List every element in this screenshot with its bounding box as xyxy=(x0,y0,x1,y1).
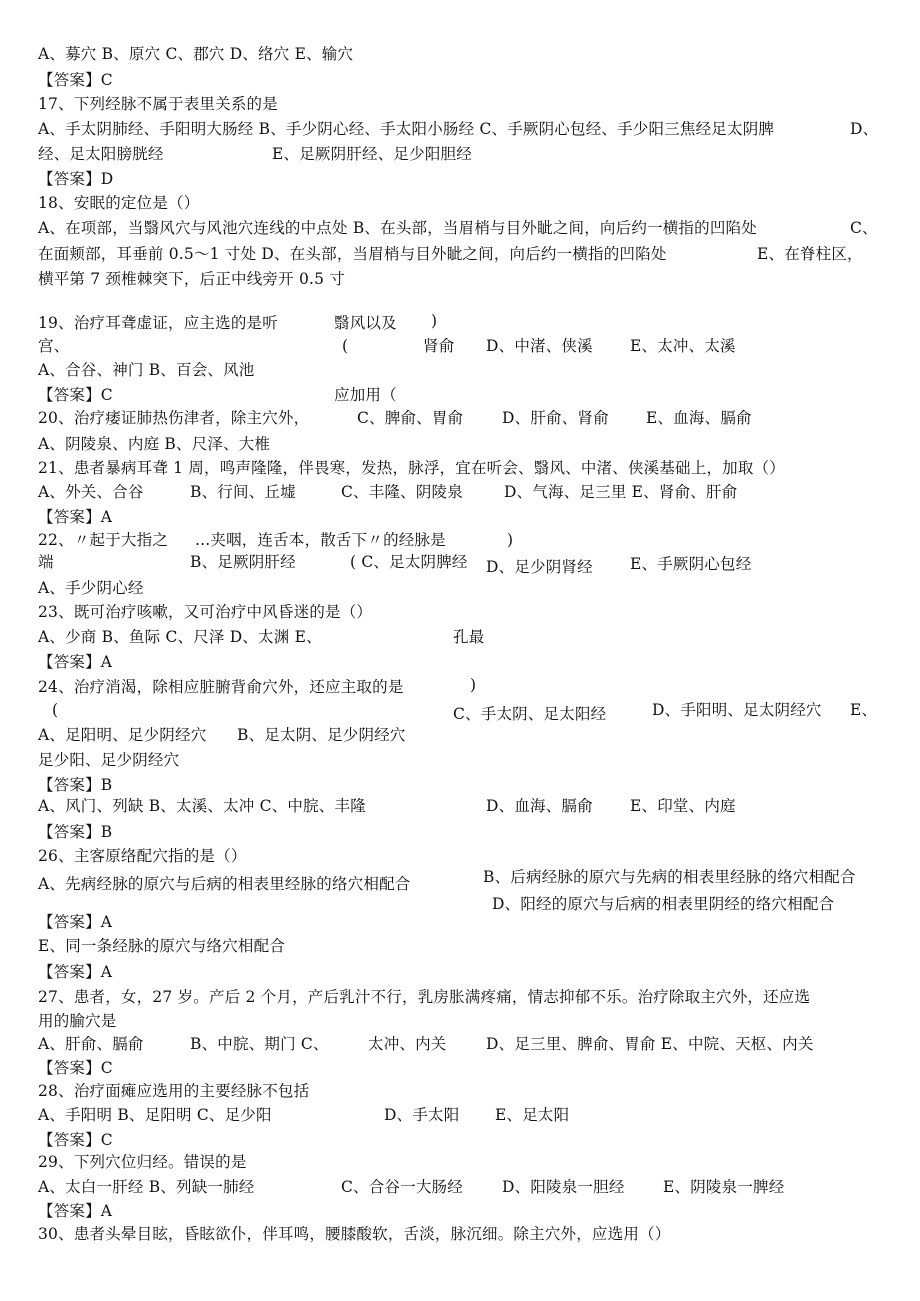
text-line: D、血海、膈俞 xyxy=(486,797,593,815)
text-line: A、在项部，当翳风穴与风池穴连线的中点处 B、在头部，当眉梢与目外眦之间，向后约一横指的凹陷处 xyxy=(38,219,757,237)
text-line: D、足少阴肾经 xyxy=(486,558,593,576)
text-line: A、太白一肝经 B、列缺一肺经 xyxy=(38,1178,255,1196)
question-line: 19、治疗耳聋虚证，应主选的是听 xyxy=(38,314,278,332)
text-line: B、中脘、期门 C、 xyxy=(190,1035,329,1053)
answer-line: 【答案】D xyxy=(38,170,114,188)
text-line: C、 xyxy=(850,219,878,237)
answer-line: 【答案】C xyxy=(38,71,113,89)
text-line: A、手少阴心经 xyxy=(38,579,144,597)
text-line: D、阳经的原穴与后病的相表里阴经的络穴相配合 xyxy=(492,895,835,913)
question-line: 30、患者头晕目眩，昏眩欲仆，伴耳鸣，腰膝酸软，舌淡，脉沉细。除主穴外，应选用（） xyxy=(38,1225,671,1243)
text-line: 宫、 xyxy=(38,337,70,355)
text-line: 太冲、内关 xyxy=(368,1035,447,1053)
question-line: 21、患者暴病耳聋 1 周，鸣声隆隆，伴畏寒，发热，脉浮，宜在听会、翳风、中渚、侠溪基础上，加取（） xyxy=(38,459,785,477)
text-line: B、后病经脉的原穴与先病的相表里经脉的络穴相配合 xyxy=(483,868,856,886)
answer-line: 【答案】A xyxy=(38,1202,113,1220)
answer-line: 【答案】A xyxy=(38,653,113,671)
text-line: D、足三里、脾俞、胃俞 E、中院、天枢、内关 xyxy=(486,1035,814,1053)
text-line: 足少阳、足少阴经穴 xyxy=(38,751,180,769)
text-line: E、印堂、内庭 xyxy=(630,797,736,815)
text-line: E、在脊柱区， xyxy=(757,245,863,263)
answer-line: 【答案】B xyxy=(38,823,113,841)
text-line: C、合谷一大肠经 xyxy=(341,1178,463,1196)
question-line: 18、安眠的定位是（） xyxy=(38,194,200,212)
text-line: 翳风以及 xyxy=(334,314,397,332)
text-line: A、先病经脉的原穴与后病的相表里经脉的络穴相配合 xyxy=(38,875,411,893)
text-line: E、 xyxy=(850,701,878,719)
text-line: D、中渚、侠溪 xyxy=(486,337,593,355)
answer-line: 【答案】A xyxy=(38,963,113,981)
text-line: ) xyxy=(470,676,477,694)
text-line: ( xyxy=(342,337,349,355)
question-line: 23、既可治疗咳嗽，又可治疗中风昏迷的是（） xyxy=(38,603,373,621)
text-line: A、足阳明、足少阴经穴 xyxy=(38,726,207,744)
question-line: 29、下列穴位归经。错误的是 xyxy=(38,1153,247,1171)
text-line: ...夹咽，连舌本，散舌下〃的经脉是 xyxy=(195,531,446,549)
text-line: B、行间、丘墟 xyxy=(190,483,296,501)
text-line: ) xyxy=(507,531,514,549)
text-line: B、足厥阴肝经 xyxy=(190,553,296,571)
question-line: 26、主客原络配穴指的是（） xyxy=(38,847,247,865)
text-line: 孔最 xyxy=(453,628,485,646)
text-line: E、足太阳 xyxy=(495,1106,570,1124)
text-line: A、手阳明 B、足阳明 C、足少阳 xyxy=(38,1106,272,1124)
text-line: B、足太阴、足少阴经穴 xyxy=(237,726,406,744)
question-line: 27、患者，女，27 岁。产后 2 个月，产后乳汁不行，乳房胀满疼痛，情志抑郁不乐。治疗除取主穴外，还应选 xyxy=(38,988,811,1006)
text-line: 应加用（ xyxy=(334,386,397,404)
question-line: 22、〃起于大指之 xyxy=(38,531,169,549)
text-line: E、阴陵泉一脾经 xyxy=(663,1178,785,1196)
answer-line: 【答案】C xyxy=(38,386,113,404)
text-line: 端 xyxy=(38,553,54,571)
text-line: 横平第 7 颈椎棘突下，后正中线旁开 0.5 寸 xyxy=(38,270,346,288)
text-line: A、外关、合谷 xyxy=(38,483,144,501)
text-line: D、肝俞、肾俞 xyxy=(502,409,609,427)
text-line: ) xyxy=(431,312,438,330)
text-line: E、足厥阴肝经、足少阳胆经 xyxy=(272,145,472,163)
text-line: ( xyxy=(52,701,59,719)
text-line: A、肝俞、膈俞 xyxy=(38,1035,144,1053)
text-line: A、阴陵泉、内庭 B、尺泽、大椎 xyxy=(38,435,271,453)
answer-line: 【答案】A xyxy=(38,508,113,526)
text-line: 用的腧穴是 xyxy=(38,1012,117,1030)
text-line: C、丰隆、阴陵泉 xyxy=(341,483,463,501)
text-line: ( C、足太阴脾经 xyxy=(350,553,468,571)
text-line: 肾俞 xyxy=(423,337,455,355)
question-line: 17、下列经脉不属于表里关系的是 xyxy=(38,95,278,113)
text-line: D、阳陵泉一胆经 xyxy=(502,1178,625,1196)
text-line: A、风门、列缺 B、太溪、太冲 C、中脘、丰隆 xyxy=(38,797,366,815)
text-line: A、合谷、神门 B、百会、风池 xyxy=(38,361,255,379)
question-line: 24、治疗消渴，除相应脏腑背俞穴外，还应主取的是 xyxy=(38,678,404,696)
text-line: E、血海、膈俞 xyxy=(646,409,752,427)
answer-line: 【答案】C xyxy=(38,1131,113,1149)
text-line: C、手太阴、足太阳经 xyxy=(453,705,607,723)
answer-line: 【答案】B xyxy=(38,776,113,794)
text-line: D、气海、足三里 E、肾俞、肝俞 xyxy=(504,483,738,501)
text-line: A、少商 B、鱼际 C、尺泽 D、太渊 E、 xyxy=(38,628,322,646)
text-line: 经、足太阳膀胱经 xyxy=(38,145,164,163)
text-line: E、手厥阴心包经 xyxy=(630,555,752,573)
text-line: D、手太阳 xyxy=(384,1106,460,1124)
text-line: E、同一条经脉的原穴与络穴相配合 xyxy=(38,937,286,955)
answer-line: 【答案】C xyxy=(38,1059,113,1077)
text-line: D、手阳明、足太阴经穴 xyxy=(652,701,822,719)
question-line: 20、治疗痿证肺热伤津者，除主穴外， xyxy=(38,409,310,427)
text-line: C、脾俞、胃俞 xyxy=(357,409,464,427)
text-line: E、太冲、太溪 xyxy=(630,337,736,355)
text-line: 在面颊部，耳垂前 0.5～1 寸处 D、在头部，当眉梢与目外眦之间，向后约一横指的凹陷处 xyxy=(38,245,667,263)
answer-line: 【答案】A xyxy=(38,913,113,931)
text-line: A、募穴 B、原穴 C、郡穴 D、络穴 E、输穴 xyxy=(38,45,354,63)
question-line: 28、治疗面瘫应选用的主要经脉不包括 xyxy=(38,1082,310,1100)
text-line: A、手太阴肺经、手阳明大肠经 B、手少阴心经、手太阳小肠经 C、手厥阴心包经、手少阳三焦经足太阴脾 xyxy=(38,120,775,138)
text-line: D、 xyxy=(850,120,879,138)
